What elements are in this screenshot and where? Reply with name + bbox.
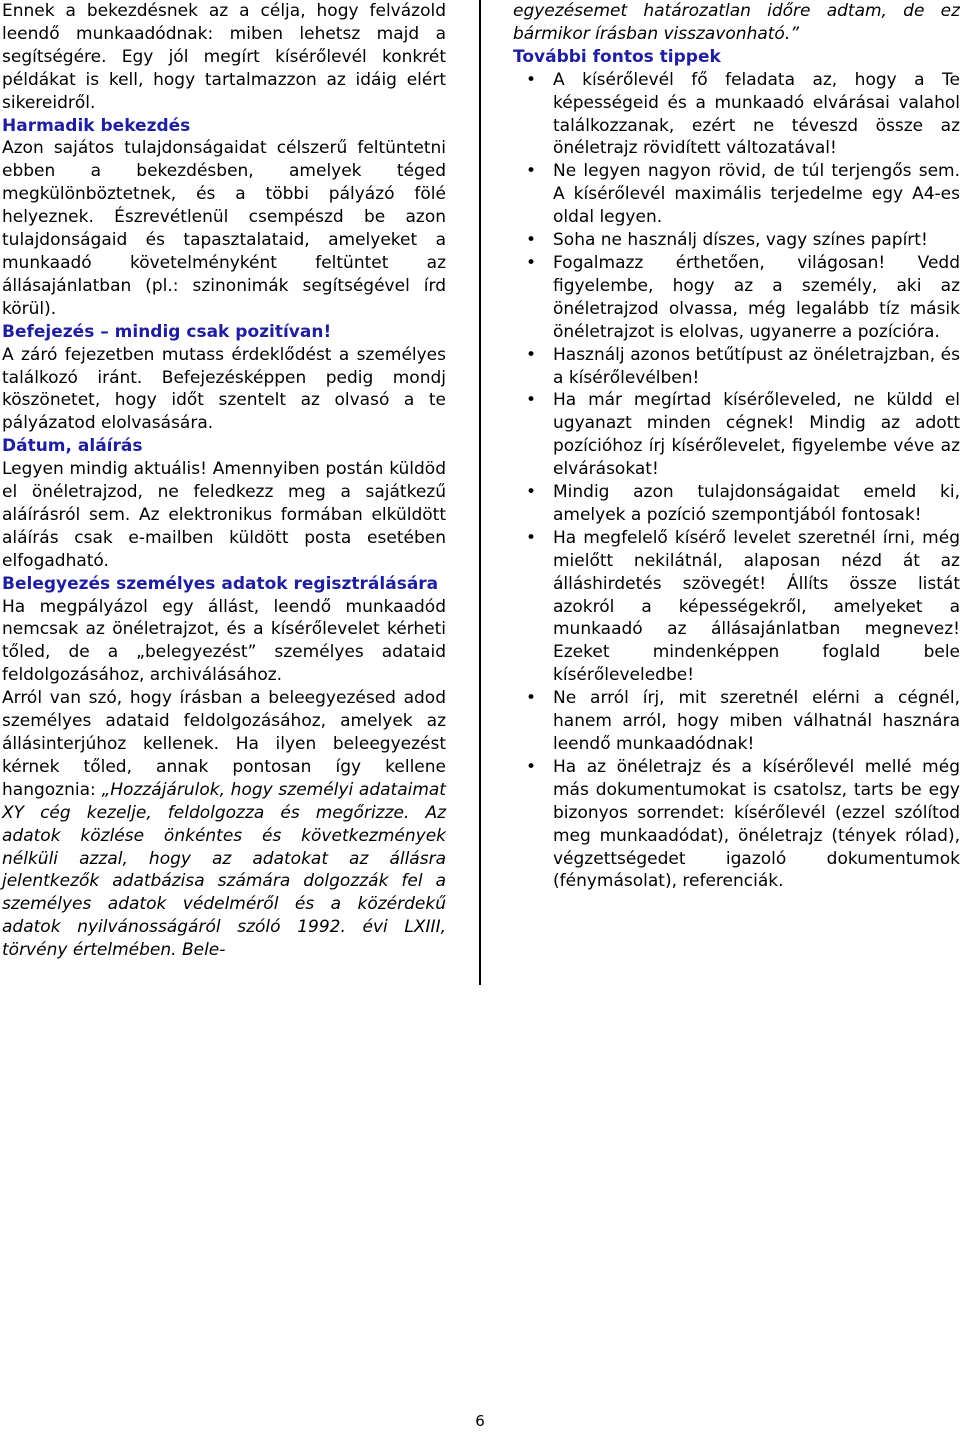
- tip-list-item: [513, 160, 960, 229]
- tip-text: Mindig azon tulajdonságaidat emeld ki, amelyek a pozíció szempontjából fontosak!: [553, 482, 960, 525]
- tip-list-item: [513, 527, 960, 687]
- bullet-icon: •: [526, 756, 537, 777]
- tip-list-item: [513, 344, 960, 390]
- closing-heading: Befejezés – mindig csak pozitívan!: [2, 321, 332, 342]
- tip-text: Ne legyen nagyon rövid, de túl terjengős sem. A kísérőlevél maximális terjedelme egy A4-es oldal legyen.: [553, 161, 960, 228]
- consent-body-1: [2, 596, 446, 688]
- consent-text-1: Ha megpályázol egy állást, leendő munkaadód nemcsak az önéletrajzot, és a kísérőlevelet kérheti tőled, de a „belegyezést” személyes adataid feldolgozásához, archiválásához.: [2, 596, 446, 686]
- tip-text: Ha megfelelő kísérő levelet szeretnél írni, még mielőtt nekilátnál, alaposan nézd át az álláshirdetés szövegét! Állíts össze listát azokról a képességekről, amelyeket a munkaadó az állásajánlatban megnevez! Ezeket mindenképpen foglald bele kísérőleveledbe!: [553, 527, 960, 686]
- consent-text-2: Arról van szó, hogy írásban a beleegyezésed adod személyes adataid feldolgozásához, amelyek az állásinterjúhoz kellenek.: [2, 688, 446, 754]
- tip-text: Ne arról írj, mit szeretnél elérni a cégnél, hanem arról, hogy miben válhatnál hasznára leendő munkaadódnak!: [553, 688, 960, 754]
- bullet-icon: •: [526, 230, 537, 251]
- tip-list-item: [513, 252, 960, 344]
- tip-list-item: [513, 481, 960, 527]
- bullet-icon: •: [526, 161, 537, 182]
- intro-text: Ennek a bekezdésnek az a célja, hogy felvázold leendő munkaadódnak: miben lehetsz majd a segítségére. Egy jól megírt kísérőlevél konkrét példákat is kell, hogy tartalmazzon az idáig elért sikereidről.: [2, 1, 446, 113]
- third-paragraph-text-1: Azon sajátos tulajdonságaidat célszerű feltüntetni ebben a bekezdésben, amelyek téged megkülönböztetnek, és a többi pályázó fölé helyeznek.: [2, 138, 446, 228]
- closing-text-2: Befejezésképpen pedig mondj köszönetet, hogy időt szentelt az olvasó a te pályázatod elolvasására.: [2, 367, 446, 434]
- left-column: [2, 0, 446, 962]
- right-column: [513, 0, 960, 893]
- consent-text-3: Ha ilyen beleegyezést kérnek tőled, annak pontosan így kellene hangoznia:: [2, 734, 446, 800]
- consent-body-2: [2, 687, 446, 962]
- tip-list-item: [513, 756, 960, 893]
- tips-list: [513, 69, 960, 894]
- bullet-icon: •: [526, 482, 537, 503]
- quote-end-text: egyezésemet határozatlan időre adtam, de ez bármikor írásban visszavonható.”: [513, 1, 960, 44]
- bullet-icon: •: [526, 390, 537, 411]
- closing-text-1: A záró fejezetben mutass érdeklődést a személyes találkozó iránt.: [2, 344, 446, 388]
- bullet-icon: •: [526, 69, 537, 90]
- tip-text: Fogalmazz érthetően, világosan! Vedd figyelembe, hogy az a személy, aki az önéletrajzod olvassa, még legalább tíz másik önéletrajzot is elolvas, ugyanerre a pozícióra.: [553, 252, 960, 342]
- tip-text: Soha ne használj díszes, vagy színes papírt!: [553, 230, 928, 251]
- consent-quote: „Hozzájárulok, hogy személyi adataimat XY cég kezelje, feldolgozza és megőrizze. Az adatok közlése önkéntes és következmények nélküli azzal, hogy az adatokat az állásra jelentkezők adatbázisa számára dolgozzák fel a személyes adatok védelméről és a közérdekű adatok nyilvánosságáról szóló 1992. évi LXIII, törvény értelmében. Bele-: [2, 779, 446, 961]
- bullet-icon: •: [526, 252, 537, 273]
- page-number: 6: [475, 1412, 485, 1430]
- tips-heading: További fontos tippek: [513, 46, 721, 67]
- date-signature-body: [2, 458, 446, 573]
- intro-paragraph: [2, 0, 446, 115]
- date-signature-text-2: Amennyiben postán küldöd el önéletrajzod, ne feledkezz meg a sajátkezű aláírásról sem.: [2, 459, 446, 525]
- closing-body: [2, 344, 446, 436]
- third-paragraph-text-2: Észrevétlenül csempészd be azon tulajdonságaid és tapasztalataid, amelyeket a munkaadó követelményként feltüntet az állásajánlatban (pl.: szinonimák segítségével írd körül).: [2, 207, 446, 319]
- date-signature-text-3: Az elektronikus formában elküldött aláírás csak e-mailben küldött posta esetében elfogadható.: [2, 504, 446, 571]
- tip-text: A kísérőlevél fő feladata az, hogy a Te képességeid és a munkaadó elvárásai valahol találkozzanak, ezért ne téveszd össze az önéletrajz rövidített változatával!: [553, 69, 960, 159]
- consent-heading: Belegyezés személyes adatok regisztrálására: [2, 573, 439, 594]
- bullet-icon: •: [526, 344, 537, 365]
- third-paragraph-heading: Harmadik bekezdés: [2, 115, 191, 136]
- tip-list-item: [513, 69, 960, 161]
- tip-list-item: [513, 389, 960, 481]
- date-signature-heading: Dátum, aláírás: [2, 436, 143, 457]
- tip-text: Ha az önéletrajz és a kísérőlevél mellé még más dokumentumokat is csatolsz, tarts be egy bizonyos sorrendet: kísérőlevél (ezzel szólítod meg munkaadódat), önéletrajz (tények rólad), végzettségedet igazoló dokumentumok (fénymásolat), referenciák.: [553, 756, 960, 892]
- third-paragraph-body: [2, 137, 446, 320]
- quote-continuation: [513, 0, 960, 46]
- tip-list-item: [513, 229, 960, 252]
- date-signature-text-1: Legyen mindig aktuális!: [2, 459, 213, 480]
- tip-list-item: [513, 687, 960, 756]
- column-divider: [479, 0, 481, 985]
- bullet-icon: •: [526, 527, 537, 548]
- tip-text: Ha már megírtad kísérőleveled, ne küldd el ugyanazt minden cégnek! Mindig az adott pozícióhoz írj kísérőlevelet, figyelembe véve az elvárásokat!: [553, 390, 960, 480]
- bullet-icon: •: [526, 688, 537, 709]
- tip-text: Használj azonos betűtípust az önéletrajzban, és a kísérőlevélben!: [553, 344, 960, 388]
